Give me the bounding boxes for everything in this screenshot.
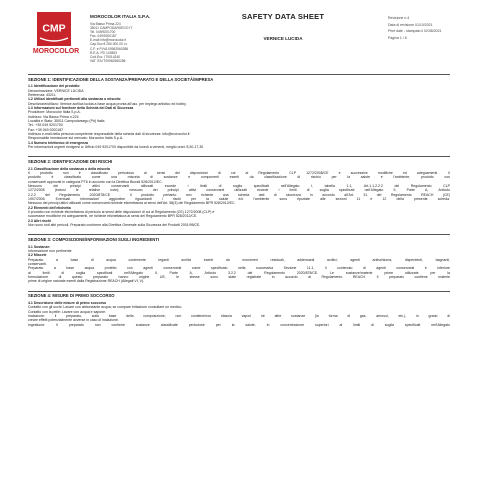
subsection-heading: 2.1 Classificazione della sostanza o della miscela <box>28 166 110 171</box>
subsection-heading: 4.1 Descrizione delle misure di primo soccorso <box>28 300 107 305</box>
company-address-line: Cap.Soc.€ 260.000,00 i.v. <box>90 42 128 47</box>
subsection-heading: 1.1 Identificazione del prodotto <box>28 84 80 89</box>
body-text-line: 1272/2008 (inclusi le relative note); nessuno dei principi attivi conservanti utilizzati eccede i limiti di soglia specificati nell'Allegato II, Parte A, Articolo <box>28 188 450 193</box>
logo-wordmark: MOROCOLOR <box>32 48 80 55</box>
body-text-line: Contatto con la pelle: Lavare con acqua e sapone. <box>28 309 107 314</box>
section-3 <box>28 234 450 283</box>
section-title: SEZIONE 1: IDENTIFICAZIONE DELLA SOSTANZA/PREPARATO E DELLA SOCIETÀ/IMPRESA <box>28 74 450 82</box>
company-address-line: Tel. 049/9201700 <box>90 30 116 35</box>
company-address-line: VAT ITA IT00962560286 <box>90 58 126 63</box>
section-title: SEZIONE 4: MISURE DI PRIMO SOCCORSO <box>28 291 450 299</box>
company-address-block <box>90 22 180 63</box>
body-text-line: Denominazione: VERNICE LUCIDA <box>28 88 84 93</box>
company-address-line: R.E.A. PD 143553 <box>90 50 117 55</box>
body-text-line: Indirizzo: Via Basso Prima n.224 <box>28 114 79 119</box>
body-text-line: Non sono noti altri pericoli. Preparato conforme alla Direttiva Generale sulla Sicurezza dei Prodotti 2001/95/CE. <box>28 223 201 227</box>
body-text-line: 2.2.2 del Regolamento 2020/878/CE . Il prodotto pertanto non richiede una scheda dati di sicurezza in accordo all'Art. 31 del Regolamento REACH (CE) <box>28 192 450 197</box>
body-text-line: Produttore: Morocolor Italia S.p.A. <box>28 110 81 115</box>
company-address-line: Fax. 049/9200187 <box>90 34 117 39</box>
body-text-line: Nessuno dei principi attivi utilizzati come conservanti richiede etichettatura ai sensi dell'Art. 58(3) del Regolamento BPR 528/2012/EC. <box>28 201 236 206</box>
company-logo <box>28 12 82 64</box>
revision-info <box>388 15 478 41</box>
section-title: SEZIONE 2: IDENTIFICAZIONE DEI RISCHI <box>28 156 450 164</box>
subsection-heading: 2.3 Altri rischi <box>28 218 52 223</box>
body-text-line: Per informazioni urgenti rivolgersi a: Ufficio 049 9201700 disponibile da lunedì a venerdì, meglio orari: 8,30-17,30 <box>28 145 204 149</box>
body-text-line: Il prodotto non richiede etichettatura di pericolo ai sensi delle disposizioni di cui al Regolamento (CE) 1272/2008 (CLP) e <box>28 209 215 214</box>
company-address-line: C.F. e P.IVA 00962560286 <box>90 46 129 51</box>
section-title: SEZIONE 3: COMPOSIZIONE/INFORMAZIONI SUGLI INGREDIENTI <box>28 234 450 242</box>
company-address-line: E-mail info@morocolor.it <box>90 38 126 43</box>
company-address-line: Via Basso Prima 224 <box>90 22 121 26</box>
body-text-line: ai limiti di soglia specificati nell'Allegato II, Parte A, Articolo 3.2.2 del Regolamento 2020/878/CE. Le sostanze/materie prime utilizzate per la <box>28 270 450 275</box>
body-text-line: Località e Stato: 35011 Campodarsego (Pd) Italia <box>28 118 105 123</box>
company-address-line: Cod.Ecc. IT0014240 <box>90 54 121 59</box>
revision-line: Pagina 1 / 6 <box>388 35 407 40</box>
subsection-heading: 2.2 Elementi dell'etichetta <box>28 205 71 210</box>
subsection-heading: 1.3 Informazioni sul fornitore della Scheda dei Dati di Sicurezza <box>28 105 134 110</box>
body-text-line: Descrizione/utilizzo: Vernice acrilica lucida a base acqua pronta all'uso, per impiego artistico ed hobby. <box>28 101 187 106</box>
subsection-heading: 3.2 Miscele <box>28 253 47 258</box>
revision-line: Revisione n.4 <box>388 16 410 20</box>
svg-text:CMP: CMP <box>42 22 66 35</box>
revision-line: Print date - stampato il 02/08/2021 <box>388 29 442 34</box>
body-text-line: Contatto con gli occhi: Lavare con abbondante acqua; se compare irritazione consultare un medico. <box>28 305 183 310</box>
cmp-logo-icon <box>37 12 71 46</box>
body-text-line: conservanti approvati in categoria PT6 in accordo con la Direttiva Biocidi 528/2012/EC. <box>28 179 163 184</box>
body-text-line: Responsabile immissione sul mercato: Morocolor Italia S.p.A. <box>28 136 124 141</box>
body-text-line: Preparato a base di acqua contenente leganti acrilici esenti da monòmeri residuali, addensanti acrilici, agenti antischiuma, disperdenti, bagnanti, <box>28 257 450 262</box>
body-text-line: Il prodotto non è classificato pericoloso ai sensi dei disposizioni di cui al Regolamento CLP 1272/2008/CE e successive modifiche ed adeguamenti. Il <box>28 170 450 175</box>
body-text-line: Tel.: +39 049 9201700 <box>28 123 63 128</box>
product-name: VERNICE LUCIDA <box>263 36 303 41</box>
company-info <box>90 14 180 63</box>
company-address-line: 35011 CAMPODARSEGO IT <box>90 26 133 31</box>
subsection-heading: 1.4 Numero telefonico di emergenza <box>28 140 88 145</box>
body-text-line: successive modifiche ed adeguamenti, né richiede etichettatura ai sensi del Regolamento BPR 528/2012/CE. <box>28 214 198 219</box>
body-text-line: Referenza: 4321L <box>28 92 56 97</box>
body-text-line: Fax: +39 049 9200187 <box>28 127 64 132</box>
revision-line: Data di revisione 01/10/2021 <box>388 22 433 27</box>
company-name: MOROCOLOR ITALIA S.P.A. <box>90 14 151 19</box>
body-text-line: prodotto è classificato come una miscela di sostanze e componenti esenti da classificazione di rischio per la salute e l'ambiente, prodotto con <box>28 175 450 180</box>
body-text-line: Ingestione: Il preparato non contiene sostanze classificate pericolose per la salute, in concentrazione superiori ai limiti di soglia specificati nell'Allegato <box>28 322 450 327</box>
body-text-line: Inalazione: il preparato, sulla base della composizione, non contiene/non rilascia vapori né altre sostanze (in forma di gas, aerosol, etc.), in grado di <box>28 313 450 318</box>
document-header <box>28 10 472 80</box>
subsection-heading: 1.2 Utilizzi identificati pertinenti alla sostanza o miscela: <box>28 97 122 102</box>
body-text-line: Indirizzo e-mail della persona competente responsabile della scheda dati di sicurezza: info@morocolor.it <box>28 131 190 136</box>
section-4 <box>28 291 450 327</box>
body-text-line: formulazione di questo preparato hanno origine UE, le stesse sono state registrate in accordo al Regolamento REACH. Il preparato contiene materie <box>28 274 450 279</box>
body-text-line: Nessuno dei principi attivi conservanti utilizzati eccede i limiti di soglia specificati nell'Allegato I, tabella 1.1, Art.1.1.2.2.2 del Regolamento CLP <box>28 183 450 188</box>
body-text-line: Informazione non pertinente <box>28 248 72 253</box>
section-1 <box>28 74 450 149</box>
body-text-line: conservanti. <box>28 261 47 266</box>
title-block <box>198 12 368 41</box>
document-body <box>28 74 450 334</box>
body-text-line: creare effetti potenzialmente avverse in caso di inalazione. <box>28 318 119 323</box>
body-text-line: prime di origine naturale esenti dalla Registrazione REACH (Allegati VI, V). <box>28 279 145 284</box>
body-text-line: 1907/2006. Eventuali informazioni aggiuntive riguardanti i rischi per la salute e/o l'ambiente sono riportate alle sezioni 11 e 12 della presente scheda. <box>28 196 450 201</box>
body-text-line: Preparato a base acqua protetto con agenti conservanti come specificato nella successiva Sezione 11.1, il contenuto di agenti conservanti è inferiore <box>28 266 450 271</box>
subsection-heading: 3.1 Sostanze: <box>28 244 51 249</box>
document-title: SAFETY DATA SHEET <box>241 12 325 21</box>
section-2 <box>28 156 450 227</box>
